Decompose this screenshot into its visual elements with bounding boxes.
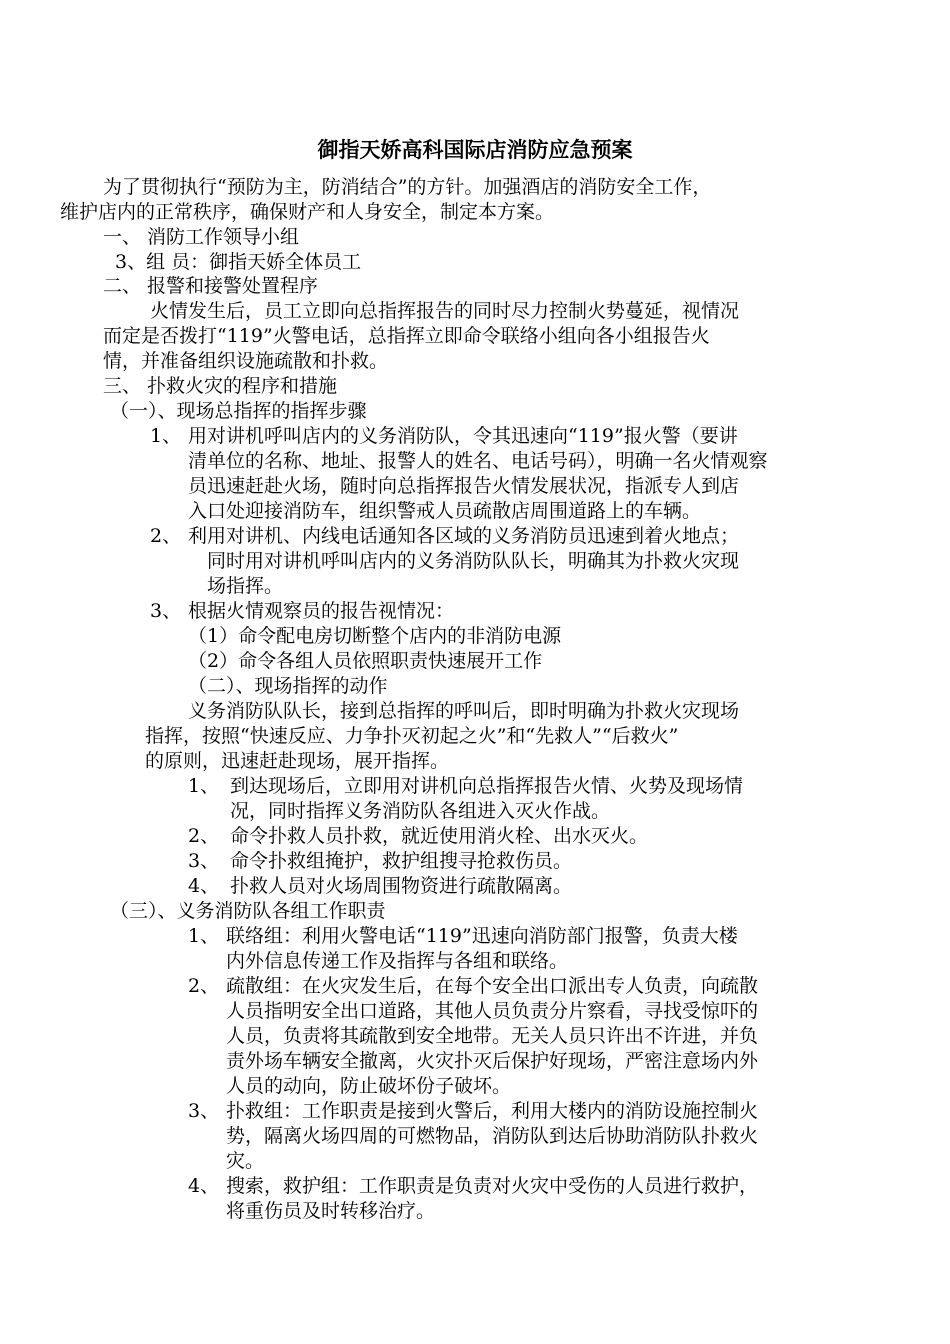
list-number: 4、 bbox=[188, 875, 220, 897]
document-title: 御指天娇高科国际店消防应急预案 bbox=[317, 137, 633, 162]
list-item-line: 联络组：利用火警电话“119”迅速向消防部门报警，负责大楼 bbox=[226, 925, 738, 947]
list-number: 2、 bbox=[188, 975, 220, 997]
list-item-line: 扑救人员对火场周围物资进行疏散隔离。 bbox=[230, 875, 573, 897]
list-number: 2、 bbox=[150, 525, 182, 547]
list-item-line: 扑救组：工作职责是接到火警后，利用大楼内的消防设施控制火 bbox=[226, 1100, 759, 1122]
section-2-line: 而定是否拨打“119”火警电话，总指挥立即命令联络小组向各小组报告火 bbox=[103, 325, 710, 347]
section-2-heading: 二、 报警和接警处置程序 bbox=[103, 275, 319, 297]
list-item-line: 人员，负责将其疏散到安全地带。无关人员只许出不许进，并负 bbox=[226, 1025, 759, 1047]
subsection-2-heading: （二）、现场指挥的动作 bbox=[188, 675, 388, 697]
list-item-line: 利用对讲机、内线电话通知各区域的义务消防员迅速到着火地点； bbox=[188, 525, 740, 547]
list-item-line: 将重伤员及时转移治疗。 bbox=[226, 1200, 436, 1222]
list-item-line: 灾。 bbox=[226, 1150, 265, 1172]
list-number: 3、 bbox=[188, 850, 220, 872]
list-item-line: 清单位的名称、地址、报警人的姓名、电话号码），明确一名火情观察 bbox=[188, 450, 768, 472]
intro-line: 维护店内的正常秩序，确保财产和人身安全，制定本方案。 bbox=[60, 201, 555, 223]
list-item-line: 命令扑救人员扑救，就近使用消火栓、出水灭火。 bbox=[230, 825, 649, 847]
list-item-line: 人员的动向，防止破坏份子破坏。 bbox=[226, 1075, 512, 1097]
list-item-line: 责外场车辆安全撤离，火灾扑灭后保护好现场，严密注意场内外 bbox=[226, 1050, 759, 1072]
list-item-line: 内外信息传递工作及指挥与各组和联络。 bbox=[226, 950, 569, 972]
intro-line: 为了贯彻执行“预防为主，防消结合”的方针。加强酒店的消防安全工作， bbox=[103, 176, 712, 198]
list-item-line: 命令扑救组掩护，救护组搜寻抢救伤员。 bbox=[230, 850, 573, 872]
list-item-line: 疏散组：在火灾发生后，在每个安全出口派出专人负责，向疏散 bbox=[226, 975, 759, 997]
list-item-line: 到达现场后，立即用对讲机向总指挥报告火情、火势及现场情 bbox=[230, 775, 744, 797]
paragraph-line: 义务消防队队长，接到总指挥的呼叫后，即时明确为扑救火灾现场 bbox=[188, 700, 740, 722]
subsection-1-heading: （一）、现场总指挥的指挥步骤 bbox=[110, 400, 367, 422]
list-item-line: 根据火情观察员的报告视情况： bbox=[188, 600, 455, 622]
list-item-line: 同时用对讲机呼叫店内的义务消防队队长，明确其为扑救火灾现 bbox=[207, 550, 740, 572]
list-item-line: 入口处迎接消防车，组织警戒人员疏散店周围道路上的车辆。 bbox=[188, 500, 702, 522]
section-1-heading: 一、 消防工作领导小组 bbox=[103, 226, 300, 248]
list-number: 4、 bbox=[188, 1175, 220, 1197]
list-item-line: 用对讲机呼叫店内的义务消防队，令其迅速向“119”报火警（要讲 bbox=[188, 425, 738, 447]
list-item-line: 员迅速赶赴火场，随时向总指挥报告火情发展状况，指派专人到店 bbox=[188, 475, 740, 497]
list-item-line: 搜索，救护组：工作职责是负责对火灾中受伤的人员进行救护， bbox=[226, 1175, 759, 1197]
section-2-line: 火情发生后，员工立即向总指挥报告的同时尽力控制火势蔓延，视情况 bbox=[150, 300, 740, 322]
paragraph-line: 指挥，按照“快速反应、力争扑灭初起之火”和“先救人”“后救火” bbox=[145, 725, 679, 747]
sub-list-item: （1）命令配电房切断整个店内的非消防电源 bbox=[188, 625, 562, 647]
section-1-members: 3、组 员：御指天娇全体员工 bbox=[115, 251, 362, 273]
section-2-line: 情，并准备组织设施疏散和扑救。 bbox=[103, 350, 389, 372]
list-number: 1、 bbox=[150, 425, 182, 447]
list-item-line: 势，隔离火场四周的可燃物品，消防队到达后协助消防队扑救火 bbox=[226, 1125, 759, 1147]
list-item-line: 人员指明安全出口道路，其他人员负责分片察看，寻找受惊吓的 bbox=[226, 1000, 759, 1022]
section-3-heading: 三、 扑救火灾的程序和措施 bbox=[103, 375, 338, 397]
list-item-line: 场指挥。 bbox=[207, 575, 284, 597]
list-number: 3、 bbox=[150, 600, 182, 622]
list-number: 1、 bbox=[188, 925, 220, 947]
list-number: 1、 bbox=[188, 775, 220, 797]
paragraph-line: 的原则，迅速赶赴现场，展开指挥。 bbox=[145, 750, 450, 772]
subsection-3-heading: （三）、义务消防队各组工作职责 bbox=[110, 900, 386, 922]
list-number: 3、 bbox=[188, 1100, 220, 1122]
sub-list-item: （2）命令各组人员依照职责快速展开工作 bbox=[188, 650, 543, 672]
list-number: 2、 bbox=[188, 825, 220, 847]
list-item-line: 况，同时指挥义务消防队各组进入灭火作战。 bbox=[230, 800, 611, 822]
